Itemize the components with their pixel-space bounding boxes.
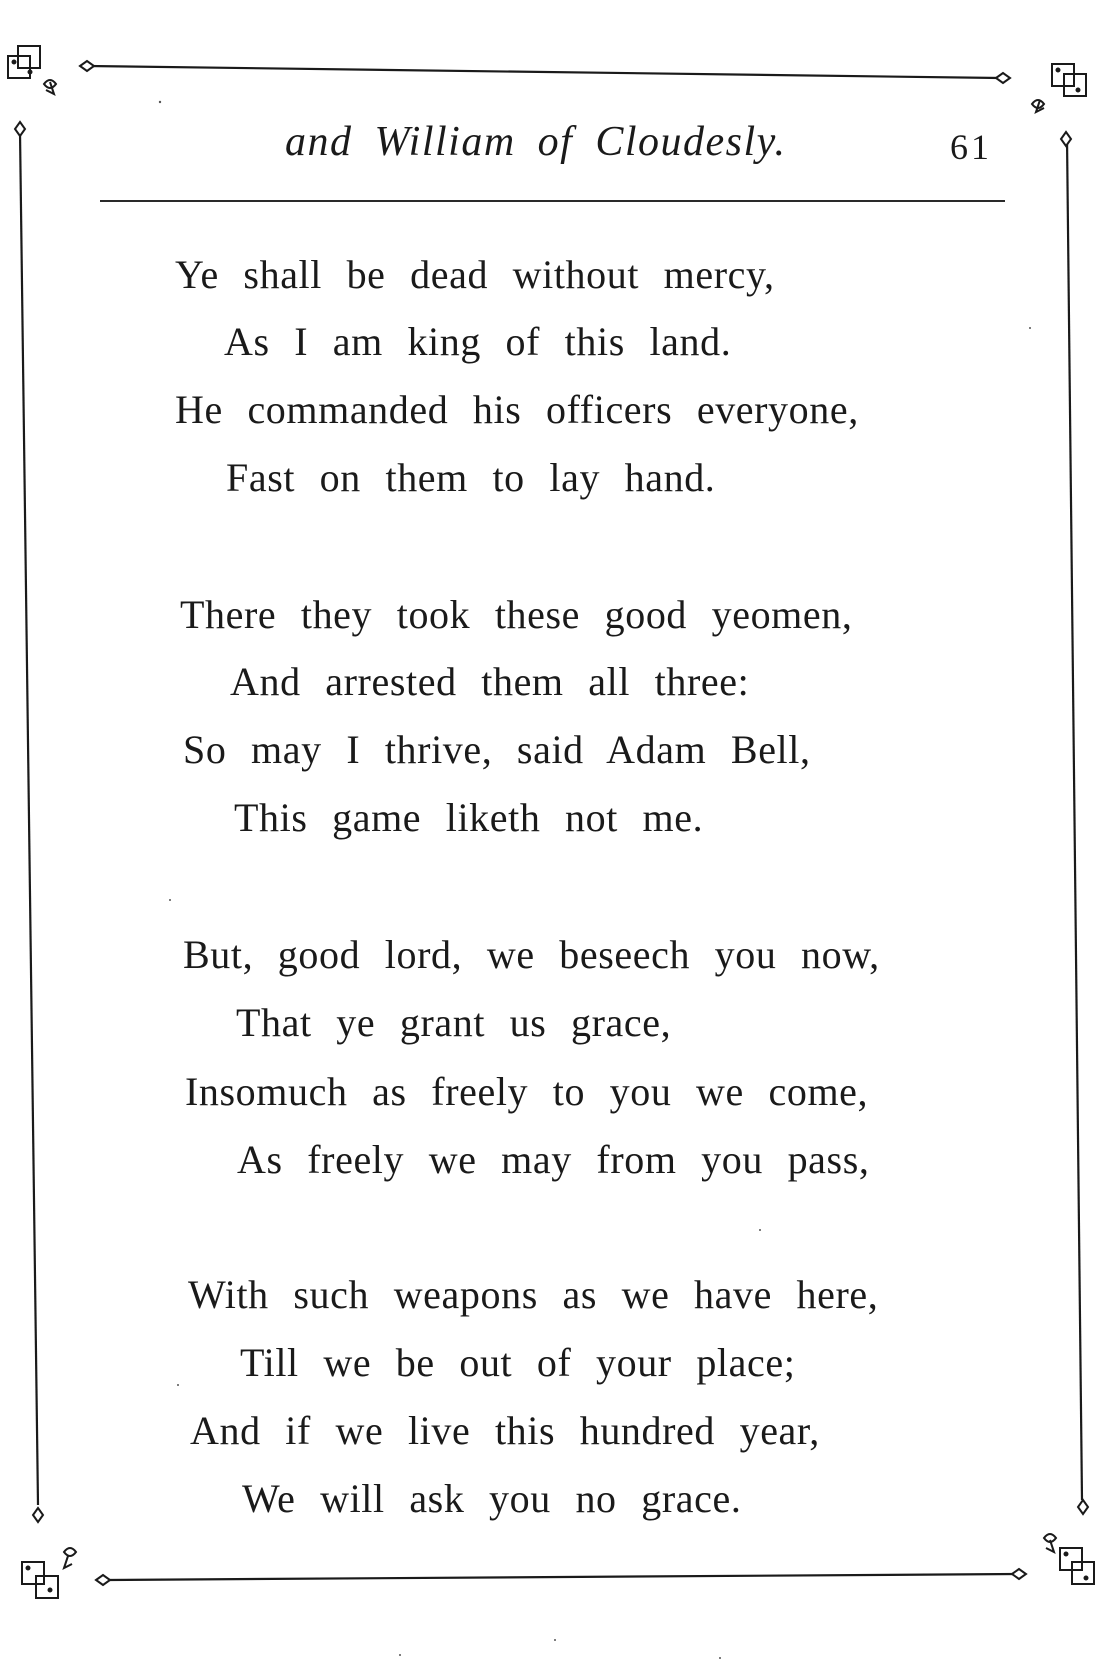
verse-line: But, good lord, we beseech you now, — [183, 932, 880, 977]
verse-line: This game liketh not me. — [234, 795, 704, 840]
diamond-icon — [996, 73, 1010, 83]
diamond-icon — [1078, 1500, 1088, 1514]
verse-line: As freely we may from you pass, — [237, 1137, 870, 1182]
verse-line: Ye shall be dead without mercy, — [175, 252, 775, 297]
diamond-icon — [80, 61, 94, 71]
diamond-icon — [1012, 1569, 1026, 1579]
verse-line: And arrested them all three: — [230, 659, 750, 704]
diamond-icon — [96, 1575, 110, 1585]
verse-line: Till we be out of your place; — [240, 1340, 796, 1385]
verse-line: Insomuch as freely to you we come, — [185, 1069, 869, 1114]
page-number: 61 — [950, 127, 992, 167]
celtic-knot-corner-icon — [1032, 64, 1086, 112]
verse-line: Fast on them to lay hand. — [226, 455, 716, 500]
celtic-knot-corner-icon — [8, 46, 56, 94]
verse-line: He commanded his officers everyone, — [175, 387, 859, 432]
header-rule — [100, 200, 1005, 202]
verse-line: As I am king of this land. — [224, 319, 732, 364]
verse-line: That ye grant us grace, — [236, 1000, 672, 1045]
celtic-knot-corner-icon — [22, 1548, 76, 1598]
verse-line: We will ask you no grace. — [242, 1476, 742, 1521]
diamond-icon — [33, 1508, 43, 1522]
running-head — [0, 118, 1106, 178]
celtic-knot-corner-icon — [1044, 1534, 1094, 1584]
verse-line: There they took these good yeomen, — [180, 592, 853, 637]
verse-line: And if we live this hundred year, — [190, 1408, 820, 1453]
verse-line: So may I thrive, said Adam Bell, — [183, 727, 811, 772]
verse-line: With such weapons as we have here, — [188, 1272, 879, 1317]
running-title: and William of Cloudesly. — [285, 119, 787, 165]
